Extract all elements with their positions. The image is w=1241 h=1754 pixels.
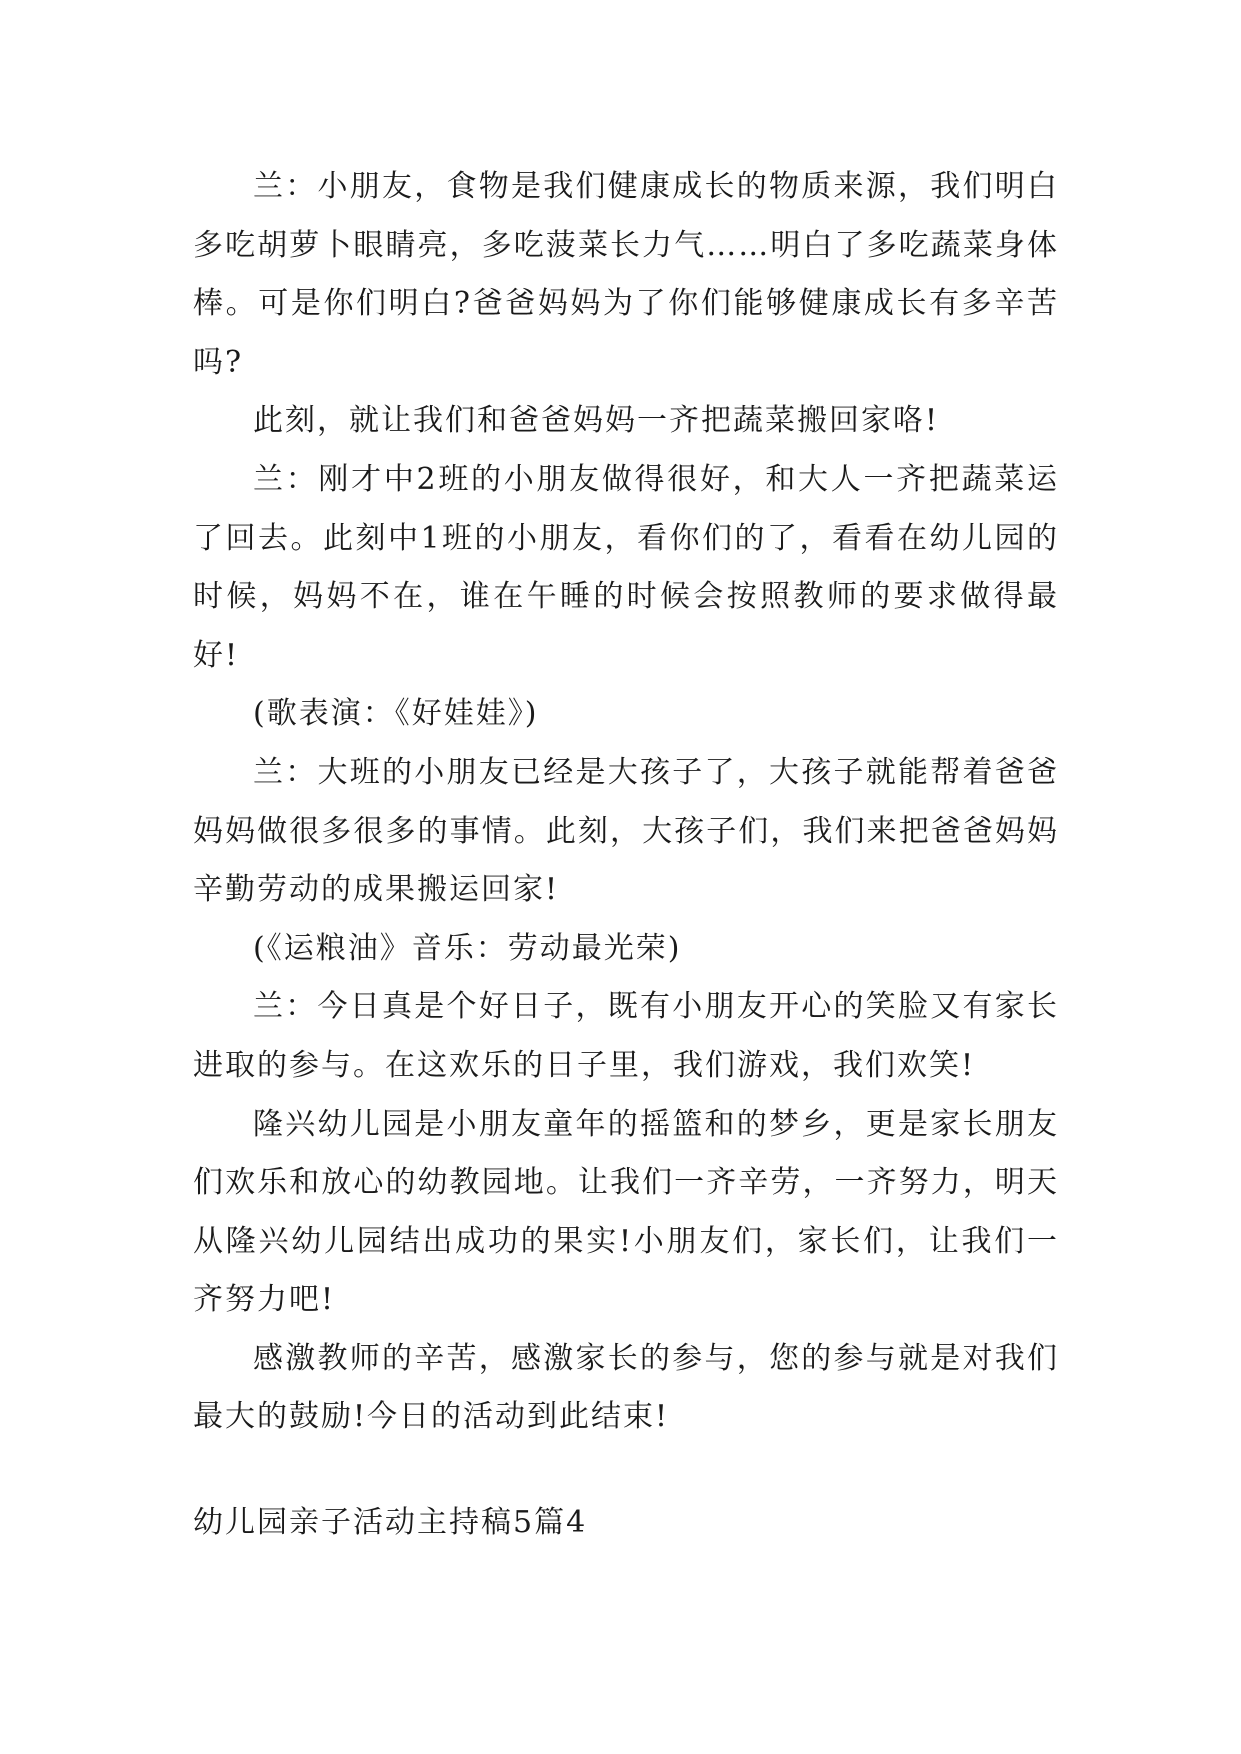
- paragraph-6: (《运粮油》音乐：劳动最光荣): [253, 930, 682, 966]
- paragraph-5: 兰：大班的小朋友已经是大孩子了，大孩子就能帮着爸爸妈妈做很多很多的事情。此刻，大孩子们，我们来把爸爸妈妈辛勤劳动的成果搬运回家!: [193, 754, 1059, 908]
- paragraph-2: 此刻，就让我们和爸爸妈妈一齐把蔬菜搬回家咯!: [253, 403, 940, 439]
- paragraph-4: (歌表演：《好娃娃》): [253, 696, 539, 732]
- paragraph-1: 兰：小朋友，食物是我们健康成长的物质来源，我们明白多吃胡萝卜眼睛亮，多吃菠菜长力气……明白了多吃蔬菜身体棒。可是你们明白?爸爸妈妈为了你们能够健康成长有多辛苦吗?: [193, 169, 1059, 380]
- paragraph-7: 兰：今日真是个好日子，既有小朋友开心的笑脸又有家长进取的参与。在这欢乐的日子里，我们游戏，我们欢笑!: [193, 989, 1059, 1083]
- document-body: [193, 158, 1059, 1447]
- paragraph-8: 隆兴幼儿园是小朋友童年的摇篮和的梦乡，更是家长朋友们欢乐和放心的幼教园地。让我们一齐辛劳，一齐努力，明天从隆兴幼儿园结出成功的果实!小朋友们，家长们，让我们一齐努力吧!: [193, 1106, 1059, 1318]
- paragraph-3: 兰：刚才中2班的小朋友做得很好，和大人一齐把蔬菜运了回去。此刻中1班的小朋友，看你们的了，看看在幼儿园的时候，妈妈不在，谁在午睡的时候会按照教师的要求做得最好!: [193, 461, 1059, 673]
- section-heading: 幼儿园亲子活动主持稿5篇4: [193, 1505, 588, 1540]
- paragraph-9: 感激教师的辛苦，感激家长的参与，您的参与就是对我们最大的鼓励!今日的活动到此结束!: [193, 1340, 1059, 1435]
